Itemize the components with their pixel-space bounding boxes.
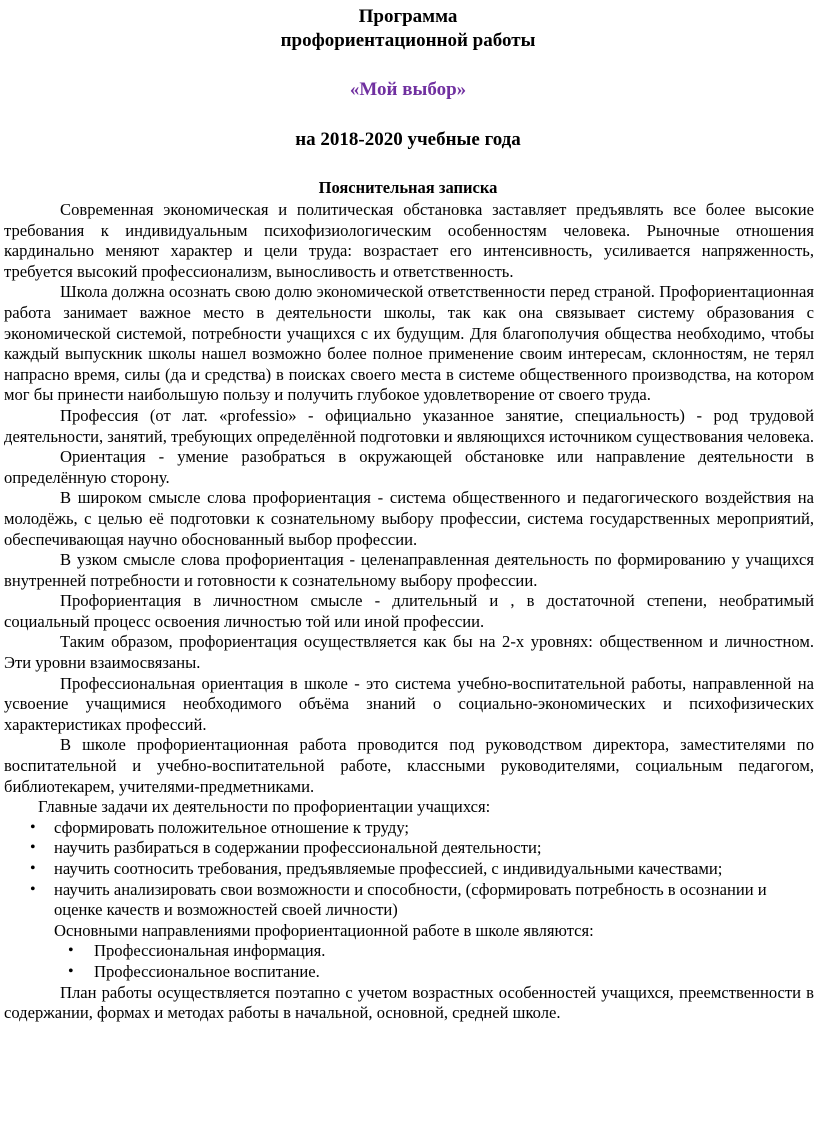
directions-intro: Основными направлениями профориентационной работе в школе являются: (54, 920, 594, 940)
directions-list (4, 941, 814, 982)
tasks-list (4, 818, 814, 921)
tasks-intro: Главные задачи их деятельности по профориентации учащихся: (38, 797, 491, 817)
list-item: • научить разбираться в содержании профессиональной деятельности; (4, 838, 814, 859)
academic-years: на 2018-2020 учебные года (295, 129, 521, 150)
section-title: Пояснительная записка (318, 178, 498, 197)
list-item: • научить анализировать свои возможности и способности, (сформировать потребность в осознании и оценке качеств и возможностей своей личности) (4, 880, 814, 921)
closing-paragraph: План работы осуществляется поэтапно с учетом возрастных особенностей учащихся, преемственности в содержании, формах и методах работы в начальной, основной, средней школе. (4, 982, 814, 1023)
paragraph: Школа должна осознать свою долю экономической ответственности перед страной. Профориентационная работа занимает важное место в деятельности школы, так как она связывает систему образования с экономической системой, потребности учащихся с их будущим. Для благополучия общества необходимо, чтобы каждый выпускник школы нашел возможно более полное применение своим интересам, склонностям, не терял напрасно время, силы (да и средства) в поисках своего места в системе общественного производства, на котором мог бы принести наибольшую пользу и получить глубокое удовлетворение от своего труда. (4, 282, 814, 405)
list-item: • научить соотносить требования, предъявляемые профессией, с индивидуальными качествами; (4, 859, 814, 880)
list-item: • сформировать положительное отношение к труду; (4, 818, 814, 839)
paragraph: В школе профориентационная работа проводится под руководством директора, заместителями по воспитательной и учебно-воспитательной работе, классными руководителями, социальным педагогом, библиотекарем, учителями-предметниками. (4, 735, 814, 796)
paragraph: Профессия (от лат. «professio» - официально указанное занятие, специальность) - род трудовой деятельности, занятий, требующих определённой подготовки и являющихся источником существования человека. (4, 405, 814, 446)
document-body (4, 200, 814, 1024)
program-name: «Мой выбор» (349, 79, 467, 100)
title-line-2: профориентационной работы (280, 30, 536, 51)
paragraph: Современная экономическая и политическая обстановка заставляет предъявлять все более высокие требования к индивидуальным психофизиологическим особенностям человека. Рыночные отношения кардинально меняют характер и цели труда: возрастает его интенсивность, усиливается напряженность, требуется высокий профессионализм, выносливость и ответственность. (4, 200, 814, 281)
paragraph: В узком смысле слова профориентация - целенаправленная деятельность по формированию у учащихся внутренней потребности и готовности к сознательному выбору профессии. (4, 550, 814, 590)
list-item: • Профессиональная информация. (4, 941, 814, 962)
paragraph: Профессиональная ориентация в школе - это система учебно-воспитательной работы, направленной на усвоение учащимися необходимого объёма знаний о социально-экономических и психофизических характеристиках профессий. (4, 673, 814, 734)
paragraph: Ориентация - умение разобраться в окружающей обстановке или направление деятельности в определённую сторону. (4, 447, 814, 487)
title-line-1: Программа (358, 6, 458, 27)
paragraph: Профориентация в личностном смысле - длительный и , в достаточной степени, необратимый социальный процесс освоения личностью той или иной профессии. (4, 591, 814, 631)
paragraph: В широком смысле слова профориентация - система общественного и педагогического воздействия на молодёжь, с целью её подготовки к сознательному выбору профессии, система государственных мероприятий, обеспечивающая научно обоснованный выбор профессии. (4, 488, 814, 549)
list-item: • Профессиональное воспитание. (4, 962, 814, 983)
paragraph: Таким образом, профориентация осуществляется как бы на 2-х уровнях: общественном и личностном. Эти уровни взаимосвязаны. (4, 632, 814, 673)
